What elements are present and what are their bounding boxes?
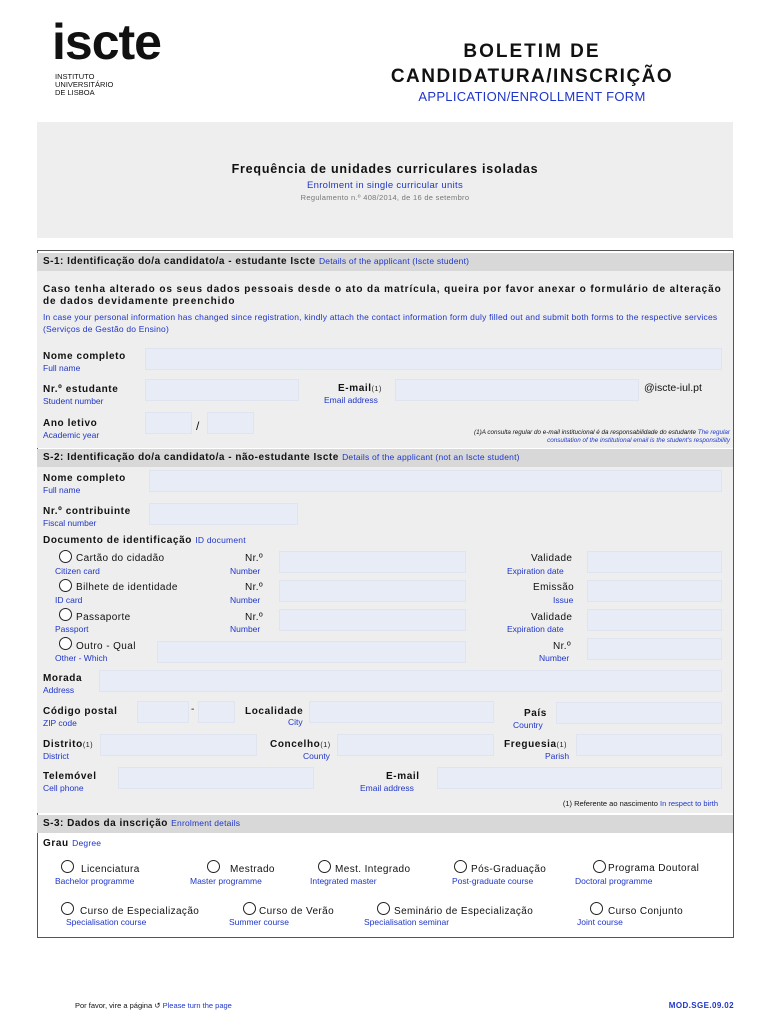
s1-academic-year-end-input[interactable] — [207, 412, 254, 434]
s3-seminario-especializacao-radio[interactable] — [377, 902, 390, 915]
s2-email-input[interactable] — [437, 767, 722, 789]
turn-page-icon: ↺ — [154, 1001, 161, 1010]
s2-cc-validity-label-en: Expiration date — [507, 566, 564, 576]
s3-mest-integrado-radio[interactable] — [318, 860, 331, 873]
s2-district-label-pt: Distrito — [43, 739, 83, 750]
s3-mestrado-label-en: Master programme — [190, 876, 262, 886]
s2-county-input[interactable] — [337, 734, 494, 756]
s2-citizen-card-label-en: Citizen card — [55, 566, 100, 576]
s3-curso-conjunto-radio[interactable] — [590, 902, 603, 915]
s3-curso-conjunto-label: Curso Conjunto — [608, 906, 684, 917]
form-title-line-2: CANDIDATURA/INSCRIÇÃO — [390, 66, 674, 87]
turn-page-en: Please turn the page — [162, 1001, 232, 1010]
banner-regulation: Regulamento n.º 408/2014, de 16 de setembro — [300, 193, 470, 202]
logo-line-3: DE LISBOA — [55, 88, 95, 97]
banner-title: Frequência de unidades curriculares isoladas — [231, 162, 539, 176]
s2-other-label-en: Other - Which — [55, 653, 108, 663]
s2-other-radio[interactable] — [59, 637, 72, 650]
s2-zip-label-en: ZIP code — [43, 718, 77, 728]
s2-id-doc-label — [43, 535, 246, 546]
s2-fiscal-label-en: Fiscal number — [43, 518, 97, 528]
logo-line-2: UNIVERSITÁRIO — [55, 80, 114, 89]
s2-bi-issue-label: Emissão — [533, 582, 575, 593]
section-s2-header — [37, 449, 733, 467]
s3-licenciatura-label: Licenciatura — [81, 864, 140, 875]
s2-district-label-en: District — [43, 751, 69, 761]
s2-phone-input[interactable] — [118, 767, 314, 789]
s2-cc-validity-input[interactable] — [587, 551, 722, 573]
s2-country-input[interactable] — [556, 702, 722, 724]
s3-curso-especializacao-label-en: Specialisation course — [66, 917, 147, 927]
s2-id-doc-label-pt: Documento de identificação — [43, 535, 192, 546]
banner — [37, 122, 733, 238]
s3-seminario-especializacao-label: Seminário de Especialização — [394, 906, 534, 917]
s3-mest-integrado-label: Mest. Integrado — [335, 864, 411, 875]
section-s3-title: S-3: Dados da inscrição — [43, 818, 168, 829]
s2-pp-number-label: Nr.º — [245, 612, 264, 623]
s2-district-label — [43, 739, 93, 750]
s1-academic-year-sep: / — [196, 419, 200, 433]
section-s1-title: S-1: Identificação do/a candidato/a - estudante Iscte — [43, 256, 316, 267]
s1-email-sup: (1) — [371, 386, 382, 393]
s2-zip-part1-input[interactable] — [137, 701, 189, 723]
form-subtitle: APPLICATION/ENROLLMENT FORM — [418, 89, 646, 104]
s1-academic-year-label-en: Academic year — [43, 430, 100, 440]
s2-birth-note-en: In respect to birth — [660, 799, 718, 808]
s2-country-label: País — [524, 708, 547, 719]
s1-footnote-en-2: consultation of the institutional email is the student's responsibility — [547, 437, 730, 444]
s2-full-name-label: Nome completo — [43, 473, 126, 484]
s2-citizen-card-radio[interactable] — [59, 550, 72, 563]
s2-phone-label: Telemóvel — [43, 771, 97, 782]
s3-degree-label-en: Degree — [72, 838, 102, 848]
s2-other-which-input[interactable] — [157, 641, 466, 663]
iscte-logo — [52, 14, 212, 100]
section-s1-header — [37, 253, 733, 271]
s2-zip-label: Código postal — [43, 706, 118, 717]
s2-birth-note-pt: (1) Referente ao nascimento — [562, 799, 658, 808]
s2-full-name-label-en: Full name — [43, 485, 81, 495]
form-title-line-1: BOLETIM DE — [463, 41, 601, 62]
s2-id-card-label-en: ID card — [55, 595, 83, 605]
s1-note-en: In case your personal information has changed since registration, kindly attach the contact information form duly filled out and submit both forms to the respective services (Serviços de Gestão do Ensino) — [43, 312, 718, 334]
s3-mestrado-radio[interactable] — [207, 860, 220, 873]
s2-city-label-en: City — [288, 717, 303, 727]
s2-pp-number-input[interactable] — [279, 609, 466, 631]
s1-email-label-en: Email address — [324, 395, 378, 405]
s1-student-number-label: Nr.º estudante — [43, 384, 119, 395]
s2-full-name-input[interactable] — [149, 470, 722, 492]
s3-mest-integrado-label-en: Integrated master — [310, 876, 377, 886]
s3-pos-graduacao-label-en: Post-graduate course — [452, 876, 534, 886]
s3-curso-conjunto-label-en: Joint course — [577, 917, 623, 927]
s2-other-number-input[interactable] — [587, 638, 722, 660]
turn-page-note — [75, 1001, 232, 1010]
s2-email-label-en: Email address — [360, 783, 414, 793]
s2-parish-label-pt: Freguesia — [504, 739, 557, 750]
s2-pp-number-label-en: Number — [230, 624, 261, 634]
s2-bi-issue-input[interactable] — [587, 580, 722, 602]
s2-county-label — [270, 739, 331, 750]
s1-footnote — [396, 429, 730, 445]
logo-wordmark: iscte — [52, 14, 161, 70]
s2-pp-validity-input[interactable] — [587, 609, 722, 631]
s3-degree-label-pt: Grau — [43, 838, 69, 849]
s2-county-label-pt: Concelho — [270, 739, 321, 750]
s3-programa-doutoral-radio[interactable] — [593, 860, 606, 873]
section-s3-title-en: Enrolment details — [171, 818, 241, 828]
s1-academic-year-start-input[interactable] — [145, 412, 192, 434]
section-s1-title-en: Details of the applicant (Iscte student) — [318, 256, 470, 266]
section-s2-title-en: Details of the applicant (not an Iscte student) — [342, 452, 520, 462]
s2-phone-label-en: Cell phone — [43, 783, 84, 793]
s2-zip-sep: - — [191, 704, 195, 715]
s3-degree-label — [43, 838, 101, 849]
s2-cc-validity-label: Validade — [531, 553, 573, 564]
s2-pp-validity-label: Validade — [531, 612, 573, 623]
s1-full-name-input[interactable] — [145, 348, 722, 370]
s1-footnote-en-1: The regular — [697, 429, 730, 436]
s1-full-name-label: Nome completo — [43, 351, 126, 362]
s2-country-label-en: Country — [513, 720, 543, 730]
s2-city-label: Localidade — [245, 706, 304, 717]
s2-birth-note — [500, 799, 718, 808]
s2-zip-part2-input[interactable] — [198, 701, 235, 723]
s3-curso-especializacao-label: Curso de Especialização — [80, 906, 200, 917]
s3-programa-doutoral-label-en: Doctoral programme — [575, 876, 653, 886]
s2-passport-label: Passaporte — [76, 612, 131, 623]
s1-student-number-label-en: Student number — [43, 396, 104, 406]
s2-fiscal-label: Nr.º contribuinte — [43, 506, 131, 517]
s3-licenciatura-radio[interactable] — [61, 860, 74, 873]
s3-programa-doutoral-label: Programa Doutoral — [608, 863, 700, 874]
s2-id-card-label: Bilhete de identidade — [76, 582, 178, 593]
banner-subtitle: Enrolment in single curricular units — [307, 180, 463, 191]
s1-note-pt: Caso tenha alterado os seus dados pessoais desde o ato da matrícula, queira por favor anexar o formulário de alteração de dados devidamente preenchido — [43, 284, 722, 307]
s1-email-label-text: E-mail — [338, 383, 372, 394]
s2-bi-issue-label-en: Issue — [553, 595, 574, 605]
s2-passport-label-en: Passport — [55, 624, 89, 634]
s2-citizen-card-label: Cartão do cidadão — [76, 553, 165, 564]
form-code: MOD.SGE.09.02 — [668, 1001, 734, 1010]
s3-pos-graduacao-label: Pós-Graduação — [471, 864, 547, 875]
s3-curso-verao-label-en: Summer course — [229, 917, 289, 927]
s2-cc-number-label-en: Number — [230, 566, 261, 576]
s2-other-number-label-en: Number — [539, 653, 570, 663]
s2-parish-label — [504, 739, 567, 750]
s3-curso-verao-label: Curso de Verão — [259, 906, 335, 917]
s1-footnote-pt: (1)A consulta regular do e-mail institucional é da responsabilidade do estudante — [474, 429, 697, 436]
s2-id-doc-label-en: ID document — [195, 535, 246, 545]
s2-id-card-radio[interactable] — [59, 579, 72, 592]
s2-city-input[interactable] — [309, 701, 494, 723]
s2-address-label: Morada — [43, 673, 83, 684]
s2-parish-label-en: Parish — [545, 751, 570, 761]
s1-full-name-label-en: Full name — [43, 363, 81, 373]
s2-other-label: Outro - Qual — [76, 641, 136, 652]
s2-other-number-label: Nr.º — [553, 641, 572, 652]
s1-email-label — [338, 383, 382, 394]
s3-seminario-especializacao-label-en: Specialisation seminar — [364, 917, 450, 927]
turn-page-pt: Por favor, vire a página — [75, 1001, 153, 1010]
s2-passport-radio[interactable] — [59, 608, 72, 621]
s2-fiscal-input[interactable] — [149, 503, 298, 525]
s2-county-label-en: County — [303, 751, 330, 761]
logo-line-1: INSTITUTO — [55, 72, 95, 81]
s2-pp-validity-label-en: Expiration date — [507, 624, 564, 634]
s3-pos-graduacao-radio[interactable] — [454, 860, 467, 873]
s2-cc-number-input[interactable] — [279, 551, 466, 573]
s3-licenciatura-label-en: Bachelor programme — [55, 876, 135, 886]
s3-curso-especializacao-radio[interactable] — [61, 902, 74, 915]
s2-county-sup: (1) — [320, 742, 331, 749]
s3-mestrado-label: Mestrado — [230, 864, 275, 875]
s2-parish-sup: (1) — [556, 742, 568, 749]
s2-address-label-en: Address — [43, 685, 75, 695]
s2-email-label: E-mail — [386, 771, 420, 782]
s2-bi-number-label-en: Number — [230, 595, 261, 605]
s2-address-input[interactable] — [99, 670, 722, 692]
s1-email-input[interactable] — [395, 379, 639, 401]
s1-email-domain: @iscte-iul.pt — [644, 382, 702, 394]
s1-academic-year-label: Ano letivo — [43, 418, 98, 429]
s3-curso-verao-radio[interactable] — [243, 902, 256, 915]
section-s2-title: S-2: Identificação do/a candidato/a - não-estudante Iscte — [43, 452, 339, 463]
s2-district-sup: (1) — [82, 742, 94, 749]
s1-student-number-input[interactable] — [145, 379, 299, 401]
s2-district-input[interactable] — [100, 734, 257, 756]
s2-bi-number-input[interactable] — [279, 580, 466, 602]
s2-parish-input[interactable] — [576, 734, 722, 756]
s2-cc-number-label: Nr.º — [245, 553, 264, 564]
s2-bi-number-label: Nr.º — [245, 582, 264, 593]
section-s3-header — [37, 815, 733, 833]
